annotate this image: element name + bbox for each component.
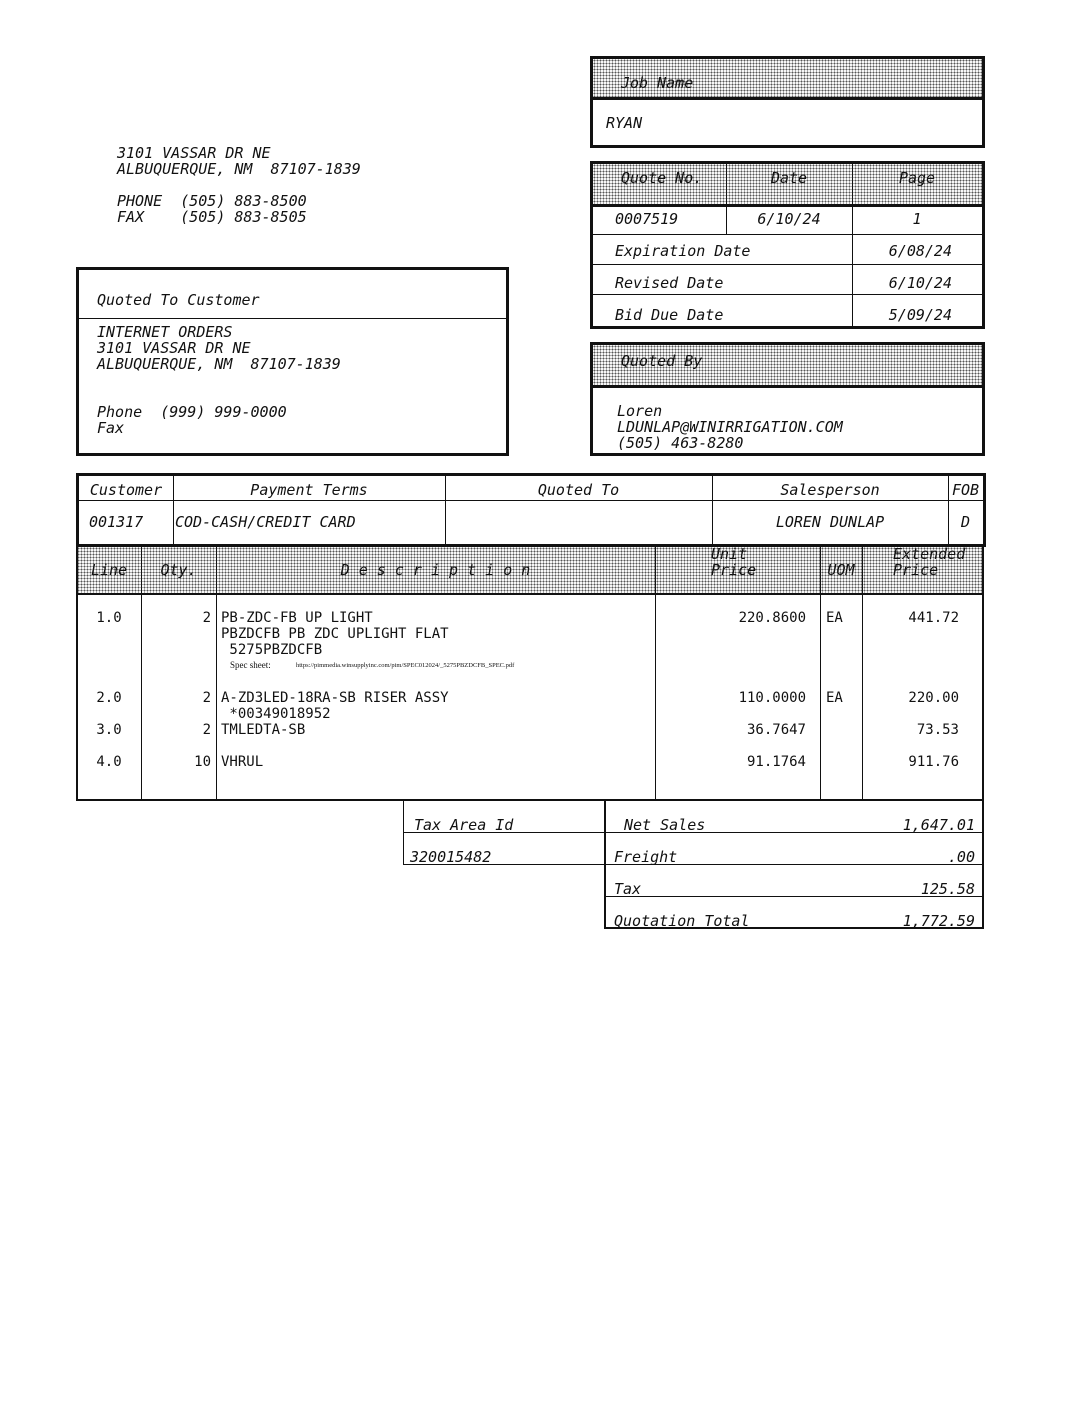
job-name-value: RYAN [606,114,643,132]
item-unit-price: 110.0000 [738,690,806,706]
company-address-line1: 3101 VASSAR DR NE [117,144,271,162]
company-address-line2: ALBUQUERQUE, NM 87107-1839 [117,160,361,178]
bid-due-date-label: Bid Due Date [615,306,724,324]
quote-no-value: 0007519 [615,210,679,228]
customer-name: INTERNET ORDERS [97,323,233,341]
quote-page-value: 1 [912,210,922,228]
quoted-to-header: Quoted To [537,481,620,499]
payment-terms-header: Payment Terms [250,481,368,499]
unit-price-header-2: Price [711,561,757,579]
quoted-by-title: Quoted By [621,352,703,370]
item-qty: 10 [194,754,211,770]
item-description-line1: VHRUL [221,754,264,770]
uom-column-header: UOM [827,561,855,579]
extended-price-header-2: Price [893,561,939,579]
tax-label: Tax [614,880,642,898]
item-line-number: 3.0 [96,722,122,738]
customer-phone: Phone (999) 999-0000 [97,403,287,421]
quoted-to-customer-box [76,267,509,456]
item-qty: 2 [202,690,211,706]
item-description-line1: TMLEDTA-SB [221,722,306,738]
revised-date-value: 6/10/24 [888,274,952,292]
item-unit-price: 36.7647 [746,722,806,738]
freight-label: Freight [614,848,678,866]
description-column-header: D e s c r i p t i o n [340,561,531,579]
item-extended-price: 911.76 [908,754,959,770]
customer-address-line2: ALBUQUERQUE, NM 87107-1839 [97,355,341,373]
bid-due-date-value: 5/09/24 [888,306,952,324]
job-name-label: Job Name [621,74,694,92]
item-description-line2: *00349018952 [221,706,331,722]
qty-column-header: Qty. [160,561,197,579]
item-unit-price: 220.8600 [738,610,806,626]
quoted-by-email: LDUNLAP@WINIRRIGATION.COM [617,418,843,436]
tax-area-value: 320015482 [410,848,492,866]
item-qty: 2 [202,722,211,738]
quote-date-label: Date [770,169,808,187]
spec-sheet-link[interactable]: https://pimmedia.winsupplyinc.com/pim/SPEC012024/_5275PBZDCFB_SPEC.pdf [296,662,515,669]
revised-date-label: Revised Date [615,274,724,292]
item-extended-price: 73.53 [916,722,959,738]
item-uom: EA [826,690,843,706]
item-line-number: 1.0 [96,610,122,626]
item-description-line1: PB-ZDC-FB UP LIGHT [221,610,373,626]
quoted-by-phone: (505) 463-8280 [617,434,744,452]
item-description-line1: A-ZD3LED-18RA-SB RISER ASSY [221,690,449,706]
quote-info-box [590,161,985,329]
customer-header: Customer [89,481,163,499]
item-uom: EA [826,610,843,626]
customer-fax: Fax [97,419,125,437]
order-info-table [76,473,986,547]
item-extended-price: 441.72 [908,610,959,626]
customer-address-line1: 3101 VASSAR DR NE [97,339,251,357]
line-column-header: Line [90,561,128,579]
tax-value: 125.58 [920,880,975,898]
spec-sheet-label: Spec sheet: [230,660,271,670]
expiration-date-value: 6/08/24 [888,242,952,260]
job-name-box [590,56,985,148]
quote-no-label: Quote No. [621,169,703,187]
item-description-line3: 5275PBZDCFB [221,642,323,658]
quote-date-value: 6/10/24 [757,210,821,228]
item-line-number: 4.0 [96,754,122,770]
item-unit-price: 91.1764 [746,754,806,770]
company-phone: PHONE (505) 883-8500 [117,192,307,210]
unit-price-header-1: Unit [711,545,748,563]
quoted-by-name: Loren [617,402,663,420]
salesperson-header: Salesperson [780,481,880,499]
quoted-to-title: Quoted To Customer [97,291,260,309]
net-sales-label: Net Sales [624,816,706,834]
salesperson-value: LOREN DUNLAP [775,513,885,531]
payment-terms-value: COD-CASH/CREDIT CARD [175,513,356,531]
freight-value: .00 [947,848,975,866]
quoted-by-box [590,342,985,456]
company-fax: FAX (505) 883-8505 [117,208,307,226]
item-extended-price: 220.00 [908,690,959,706]
quote-page-label: Page [898,169,936,187]
item-line-number: 2.0 [96,690,122,706]
expiration-date-label: Expiration Date [615,242,751,260]
customer-number: 001317 [89,513,144,531]
tax-area-label: Tax Area Id [414,816,514,834]
fob-value: D [960,513,971,531]
item-qty: 2 [202,610,211,626]
net-sales-value: 1,647.01 [902,816,975,834]
item-description-line2: PBZDCFB PB ZDC UPLIGHT FLAT [221,626,449,642]
quotation-total-label: Quotation Total [614,912,750,930]
quotation-total-value: 1,772.59 [902,912,975,930]
fob-header: FOB [951,481,980,499]
extended-price-header-1: Extended [893,545,966,563]
